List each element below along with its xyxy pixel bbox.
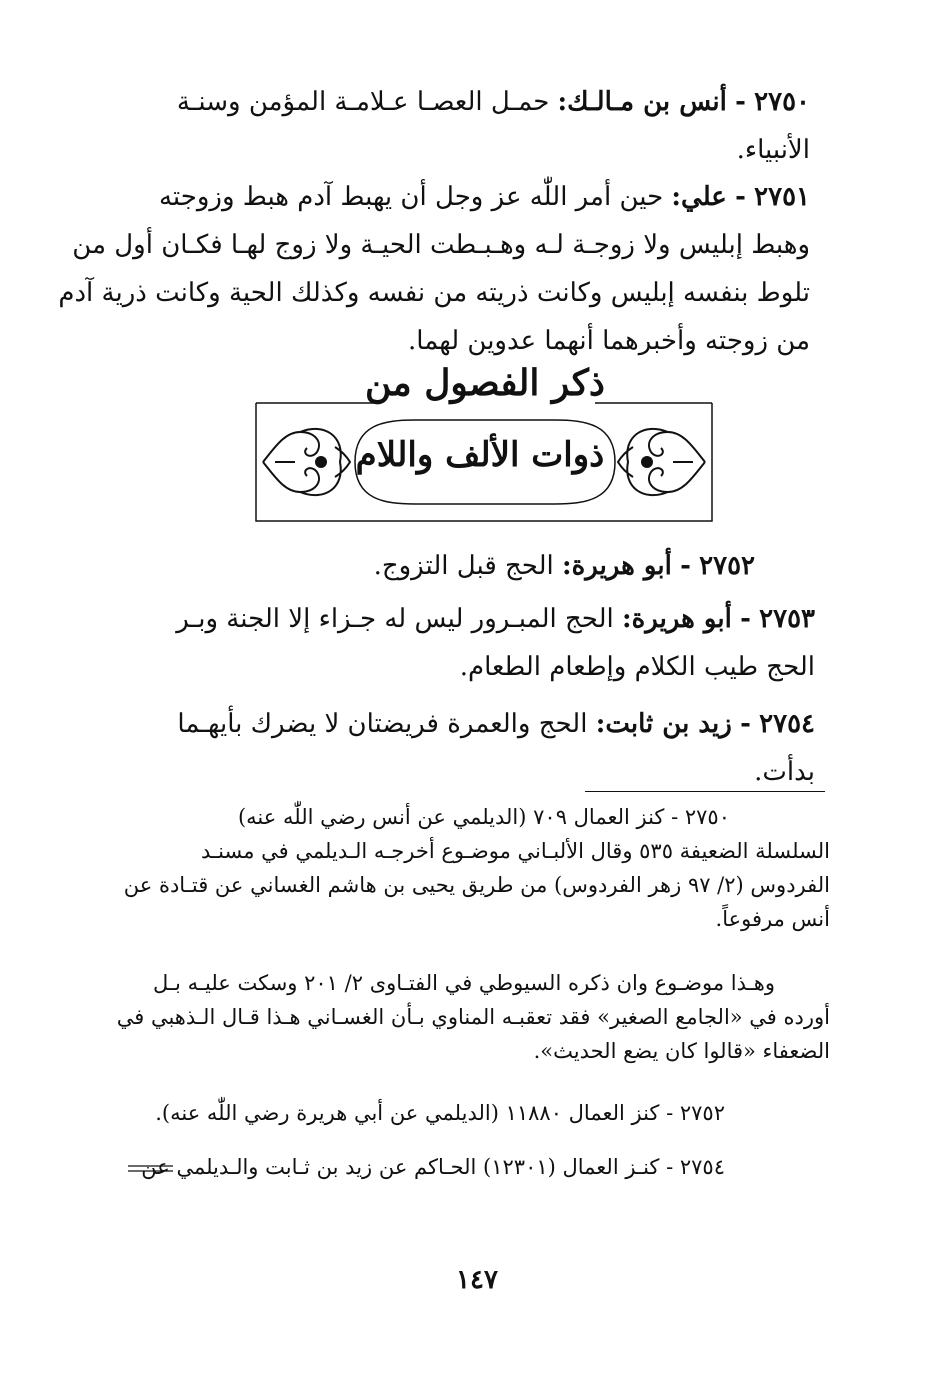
entry-dash: - [740,604,751,634]
footnote-line: ٢٧٥٤ - كنـز العمال (١٢٣٠١) الحـاكم عن زيد بن ثـابت والـديلمي عن [141,1155,725,1179]
narrator-name: علي: [671,182,727,212]
hadith-text: الحج والعمرة فريضتان لا يضرك بأيهـما [177,709,588,739]
footnote-line: أنس مرفوعاً. [715,907,830,931]
footnote-2752 [150,1096,780,1130]
entry-dash: - [735,87,746,117]
entry-2753 [135,595,815,691]
entry-line: الحج طيب الكلام وإطعام الطعام. [459,652,815,682]
entry-dash: - [735,182,746,212]
entry-line [135,173,810,221]
right-ornament-icon [618,429,705,495]
entry-line [135,542,755,590]
entry-line: وهبط إبليس ولا زوجـة لـه وهـبـطت الحيـة ولا زوج لهـا فكـان أول من [72,230,810,260]
hadith-text: الحج قبل التزوج. [373,551,554,581]
footnote-2754 [130,1150,780,1184]
entry-line [135,78,810,126]
entry-number: ٢٧٥٢ [699,551,755,581]
left-ornament-icon [263,429,350,495]
footnote-line: الفردوس (٢/ ٩٧ زهر الفردوس) من طريق يحيى بن هاشم الغساني عن قتـادة عن [123,873,830,897]
narrator-name: زيد بن ثابت: [595,709,732,739]
entry-2750 [135,78,810,174]
footnote-2750 [123,800,830,936]
entry-2752 [135,542,755,590]
entry-2751 [58,173,810,365]
entry-dash: - [740,709,751,739]
entry-number: ٢٧٥٣ [759,604,815,634]
entry-line: من زوجته وأخبرهما أنهما عدوين لهما. [408,326,810,356]
chapter-heading-top: ذكر الفصول من [365,362,605,404]
footnote-line: وهـذا موضـوع وان ذكره السيوطي في الفتـاوى ٢/ ٢٠١ وسكت عليـه بـل [153,971,775,995]
hadith-text: حين أمر اللّٰه عز وجل أن يهبط آدم هبط وزوجته [158,182,664,212]
chapter-heading-subtitle: ذوات الألف واللام [355,435,605,475]
continuation-mark-icon [128,1164,173,1174]
footnote-line: الضعفاء «قالوا كان يضع الحديث». [533,1039,830,1063]
entry-dash: - [680,551,691,581]
hadith-text: الحج المبـرور ليس له جـزاء إلا الجنة وبـر [176,604,614,634]
footnote-line: ٢٧٥٠ - كنز العمال ٧٠٩ (الديلمي عن أنس رضي اللّٰه عنه) [237,805,730,829]
entry-2754 [135,700,815,796]
entry-number: ٢٧٥٠ [754,87,810,117]
page-number: ١٤٧ [456,1265,498,1295]
footnote-separator [585,791,825,792]
narrator-name: أبو هريرة: [562,551,672,581]
hadith-text: حمـل العصـا عـلامـة المؤمن وسنـة [176,87,550,117]
entry-line: تلوط بنفسه إبليس وكانت ذريته من نفسه وكذلك الحية وكانت ذرية آدم [58,278,810,308]
footnote-line: السلسلة الضعيفة ٥٣٥ وقال الألبـاني موضـوع أخرجـه الـديلمي في مسنـد [200,839,830,863]
narrator-name: أبو هريرة: [622,604,732,634]
entry-number: ٢٧٥١ [754,182,810,212]
footnote-line: ٢٧٥٢ - كنز العمال ١١٨٨٠ (الديلمي عن أبي هريرة رضي اللّٰه عنه). [155,1101,725,1125]
narrator-name: أنس بن مـالـك: [557,87,727,117]
entry-line: الأنبياء. [736,135,810,165]
entry-line: بدأت. [754,757,815,787]
entry-line [135,595,815,643]
entry-line [135,700,815,748]
entry-number: ٢٧٥٤ [759,709,815,739]
footnote-line: أورده في «الجامع الصغير» فقد تعقبـه المناوي بـأن الغسـاني هـذا قـال الـذهبي في [116,1005,830,1029]
footnote-2750-continued [116,966,830,1068]
